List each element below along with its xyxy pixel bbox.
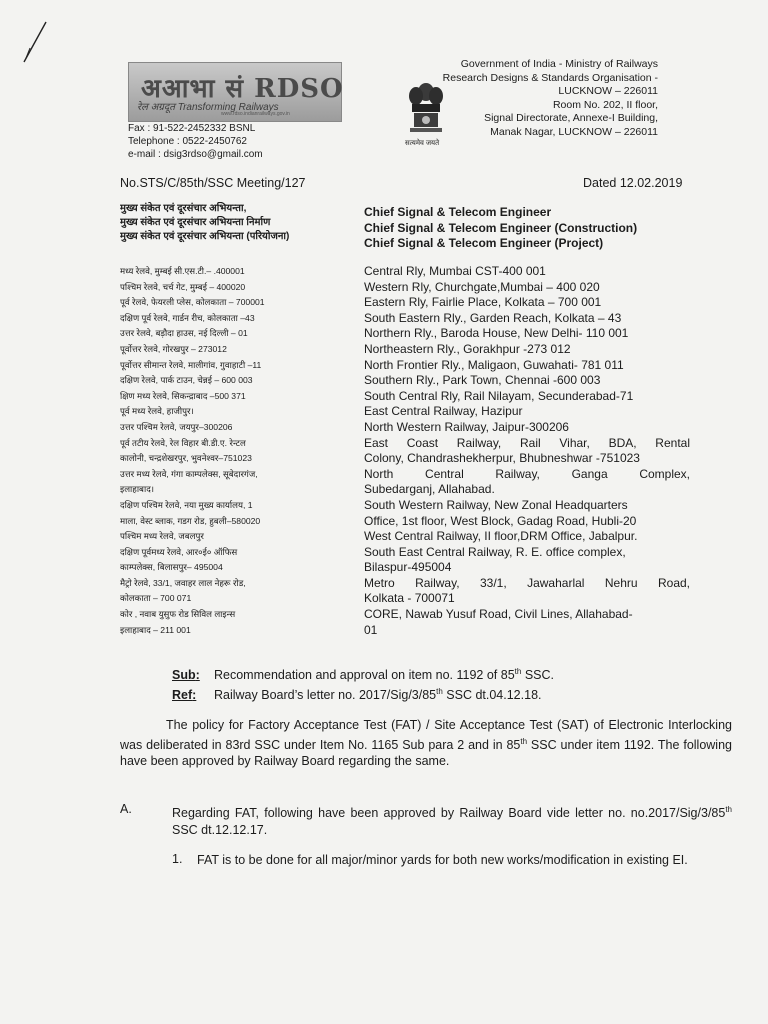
hindi-address-line: उत्तर मध्य रेलवे, गंगा काम्पलेक्स, सूबेदारगंज,	[120, 468, 258, 479]
english-address-list	[364, 264, 690, 638]
hindi-address-line: दक्षिण पश्चिम रेलवे, नया मुख्य कार्यालय, 1	[120, 499, 253, 510]
english-address-line: Northeastern Rly., Gorakhpur -273 012	[364, 341, 571, 356]
fax-line: Fax : 91-522-2452332 BSNL	[128, 123, 256, 134]
english-address-line: East Coast Railway, Rail Vihar, BDA, Rental	[364, 435, 690, 450]
subject-label: Sub:	[172, 668, 200, 683]
org-line: Research Designs & Standards Organisation -	[442, 71, 658, 84]
reference-text: Railway Board’s letter no. 2017/Sig/3/85	[214, 687, 437, 702]
reference-number: No.STS/C/85th/SSC Meeting/127	[120, 176, 306, 190]
hindi-address-line: पूर्व तटीय रेलवे, रेल विहार बी.डी.ए. रेन्टल	[120, 437, 246, 448]
hindi-address-line: कोलकाता – 700 071	[120, 593, 192, 604]
english-address-line: South Central Rly, Rail Nilayam, Secunderabad-71	[364, 388, 634, 403]
english-title: Chief Signal & Telecom Engineer (Construction)	[364, 220, 638, 235]
hindi-title: मुख्य संकेत एवं दूरसंचार अभियन्ता (परियोजना)	[120, 231, 290, 242]
english-address-line: Bilaspur-495004	[364, 560, 452, 575]
hindi-address-line: उत्तर पश्चिम रेलवे, जयपुर–300206	[120, 421, 233, 432]
hindi-address-line: मैट्रो रेलवे, 33/1, जवाहर लाल नेहरू रोड,	[120, 577, 246, 588]
subject-block	[172, 664, 554, 703]
hindi-address-line: उत्तर रेलवे, बड़ौदा हाउस, नई दिल्ली – 01	[120, 328, 248, 339]
hindi-address-line: काम्पलेक्स, बिलासपुर– 495004	[120, 562, 223, 573]
english-address-line: Metro Railway, 33/1, Jawaharlal Nehru Road,	[364, 575, 690, 590]
hindi-address-line: माला, वेस्ट ब्लाक, गडग रोड, हुबली–580020	[120, 515, 261, 526]
letter-date: Dated 12.02.2019	[583, 176, 683, 190]
organisation-address	[378, 58, 658, 139]
reference-line: Ref: Railway Board’s letter no. 2017/Sig/3/85th SSC dt.04.12.18.	[172, 686, 542, 702]
english-address-line: Central Rly, Mumbai CST-400 001	[364, 264, 546, 278]
hindi-address-line: क्षिण मध्य रेलवे, सिकन्द्राबाद –500 371	[120, 390, 246, 401]
hindi-address-line: पश्चिम रेलवे, चर्च गेट, मुम्बई – 400020	[120, 281, 246, 292]
logo-url: www.rdso.indianrailways.gov.in	[221, 111, 290, 117]
org-line: Government of India - Ministry of Railways	[460, 58, 658, 70]
email-line: e-mail : dsig3rdso@gmail.com	[128, 149, 263, 160]
item-1-text: FAT is to be done for all major/minor yards for both new works/modification in existing EI.	[197, 853, 688, 867]
english-address-line: Southern Rly., Park Town, Chennai -600 003	[364, 373, 601, 388]
english-address-line: CORE, Nawab Yusuf Road, Civil Lines, Allahabad-	[364, 607, 633, 622]
hindi-address-line: पूर्वोत्तर रेलवे, गोरखपुर – 273012	[120, 343, 227, 354]
section-a-label: A.	[120, 802, 132, 816]
english-addressee-titles	[364, 205, 704, 252]
hindi-address-line: पूर्वोत्तर सीमान्त रेलवे, मालीगांव, गुवाहाटी –11	[120, 359, 262, 370]
english-title: Chief Signal & Telecom Engineer	[364, 205, 552, 219]
hindi-title: मुख्य संकेत एवं दूरसंचार अभियन्ता निर्माण	[120, 217, 271, 228]
hindi-address-line: इलाहाबाद – 211 001	[120, 624, 191, 635]
english-address-line: South Eastern Rly., Garden Reach, Kolkata – 43	[364, 310, 622, 325]
logo-text: अआभा सं RDSO	[141, 74, 344, 104]
hindi-address-line: मध्य रेलवे, मुम्बई सी.एस.टी.– .400001	[120, 266, 245, 276]
org-line: Room No. 202, II floor,	[552, 98, 658, 111]
english-address-line: East Central Railway, Hazipur	[364, 404, 523, 419]
hindi-address-line: कोर , नवाब युसुफ रोड सिविल लाइन्स	[120, 609, 236, 620]
english-address-line: Colony, Chandrashekherpur, Bhubneshwar -751023	[364, 451, 640, 466]
section-a-text: Regarding FAT, following have been approved by Railway Board vide letter no. no.2017/Sig/3/85th SSC dt.12.12.17.	[172, 805, 732, 837]
org-line: Signal Directorate, Annexe-I Building,	[484, 112, 658, 124]
english-address-line: South Western Railway, New Zonal Headquarters	[364, 497, 628, 512]
hindi-address-line: पश्चिम मध्य रेलवे, जबलपुर	[120, 531, 204, 542]
reference-label: Ref:	[172, 687, 197, 702]
item-1-number: 1.	[172, 852, 183, 866]
english-address-line: South East Central Railway, R. E. office complex,	[364, 544, 626, 559]
english-title: Chief Signal & Telecom Engineer (Project)	[364, 236, 604, 251]
subject-line: Sub: Recommendation and approval on item no. 1192 of 85th SSC.	[172, 667, 554, 683]
pen-tick-mark	[22, 18, 50, 66]
english-address-line: West Central Railway, II floor,DRM Office, Jabalpur.	[364, 529, 638, 544]
org-line: LUCKNOW – 226011	[558, 85, 658, 97]
body-paragraph: The policy for Factory Acceptance Test (FAT) / Site Acceptance Test (SAT) of Electronic Interlocking was deliberated in 83rd SSC under Item No. 1165 Sub para 2 and in 85th SSC under item 1192. The following have been approved by Railway Board regarding the same.	[120, 718, 732, 769]
logo-tagline: रेल अग्रदूत Transforming Railways	[137, 102, 279, 113]
english-address-line: 01	[364, 622, 378, 637]
hindi-address-line: पूर्व मध्य रेलवे, हाजीपुर।	[120, 406, 194, 417]
hindi-address-list	[120, 264, 356, 638]
subject-text: Recommendation and approval on item no. 1192 of 85	[214, 668, 515, 683]
hindi-address-line: दक्षिण पूर्व रेलवे, गार्डन रीच, कोलकाता –43	[120, 312, 255, 323]
hindi-address-line: पूर्व रेलवे, फेयरली प्लेस, कोलकाता – 700001	[120, 297, 265, 308]
emblem-caption: सत्यमेव जयते	[405, 140, 440, 147]
english-address-line: Subedarganj, Allahabad.	[364, 482, 495, 497]
english-address-line: Northern Rly., Baroda House, New Delhi- 110 001	[364, 326, 629, 341]
english-address-line: Office, 1st floor, West Block, Gadag Road, Hubli-20	[364, 513, 637, 528]
contact-details	[128, 122, 263, 161]
telephone-line: Telephone : 0522-2450762	[128, 136, 247, 147]
hindi-title: मुख्य संकेत एवं दूरसंचार अभियन्ता,	[120, 203, 247, 214]
english-address-line: Western Rly, Churchgate,Mumbai – 400 020	[364, 279, 600, 294]
english-address-line: Eastern Rly, Fairlie Place, Kolkata – 700 001	[364, 295, 602, 310]
org-line: Manak Nagar, LUCKNOW – 226011	[490, 125, 658, 138]
hindi-addressee-titles	[120, 202, 360, 244]
hindi-address-line: दक्षिण पूर्वमध्य रेलवे, आर०ई० ऑफिस	[120, 546, 238, 557]
hindi-address-line: इलाहाबाद।	[120, 484, 155, 495]
english-address-line: North Frontier Rly., Maligaon, Guwahati- 781 011	[364, 357, 624, 372]
hindi-address-line: कालोनी, चन्द्रशेखरपुर, भुवनेश्वर–751023	[120, 453, 252, 464]
english-address-line: North Western Railway, Jaipur-300206	[364, 419, 569, 434]
hindi-address-line: दक्षिण रेलवे, पार्क टाउन, चेन्नई – 600 003	[120, 375, 253, 386]
rdso-logo	[128, 62, 342, 122]
english-address-line: Kolkata - 700071	[364, 591, 455, 606]
english-address-line: North Central Railway, Ganga Complex,	[364, 466, 690, 481]
